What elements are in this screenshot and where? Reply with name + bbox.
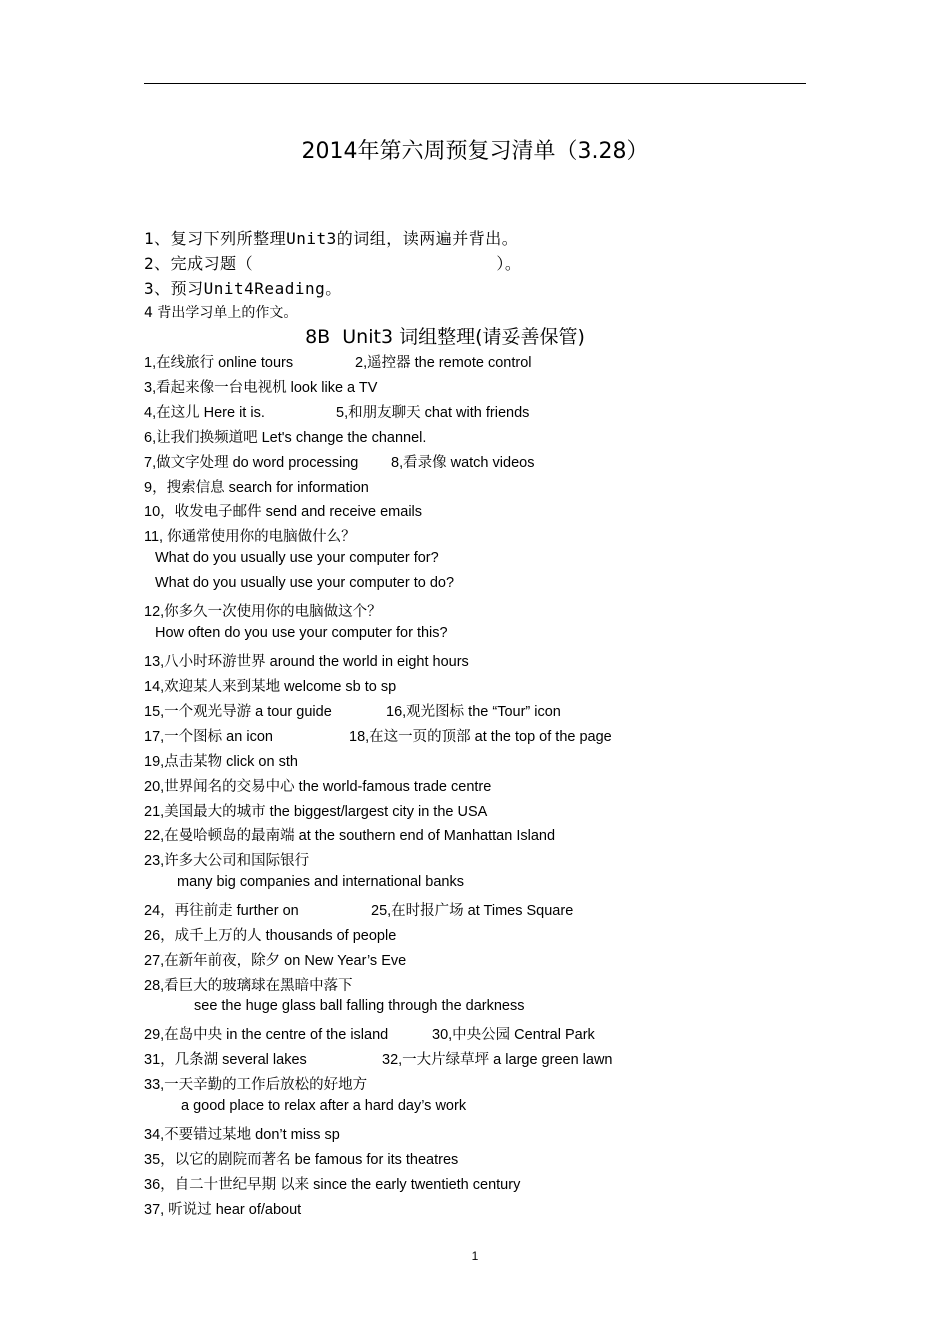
phrase-item: 29,在岛中央 in the centre of the island (144, 1027, 389, 1043)
phrase-item: 19,点击某物 click on sth (144, 754, 298, 770)
phrase-item: 35，以它的剧院而著名 be famous for its theatres (144, 1152, 459, 1168)
phrase-item: 9，搜索信息 search for information (144, 480, 369, 496)
task-4: 4 背出学习单上的作文。 (144, 305, 298, 321)
phrase-item: 11, 你通常使用你的电脑做什么？ (144, 529, 356, 545)
phrase-item: 20,世界闻名的交易中心 the world-famous trade centre (144, 779, 492, 795)
phrase-item: 22,在曼哈顿岛的最南端 at the southern end of Manhattan Island (144, 828, 556, 844)
section-subtitle: 8B Unit3 词组整理(请妥善保管) (305, 326, 585, 348)
header-rule (144, 83, 806, 84)
task-1: 1、复习下列所整理Unit3的词组，读两遍并背出。 (144, 229, 519, 248)
phrase-item: 4,在这儿 Here it is. (144, 405, 265, 421)
phrase-item: 21,美国最大的城市 the biggest/largest city in the USA (144, 804, 488, 820)
phrase-item: 32,一大片绿草坪 a large green lawn (382, 1052, 613, 1068)
task-2: 2、完成习题（ ）。 (144, 254, 522, 273)
phrase-item: How often do you use your computer for this? (155, 625, 448, 641)
phrase-item: 8,看录像 watch videos (391, 455, 535, 471)
phrase-item: 33,一天辛勤的工作后放松的好地方 (144, 1077, 368, 1093)
phrase-item: 31，几条湖 several lakes (144, 1052, 307, 1068)
phrase-item: 24，再往前走 further on (144, 903, 299, 919)
phrase-item: 14,欢迎某人来到某地 welcome sb to sp (144, 679, 397, 695)
task-3: 3、预习Unit4Reading。 (144, 279, 342, 298)
phrase-item: 37, 听说过 hear of/about (144, 1202, 302, 1218)
phrase-item: 12,你多久一次使用你的电脑做这个？ (144, 604, 382, 620)
page-number: 1 (471, 1249, 479, 1263)
phrase-item: What do you usually use your computer to do? (155, 575, 455, 591)
phrase-item: 2,遥控器 the remote control (355, 355, 532, 371)
phrase-item: 36，自二十世纪早期 以来 since the early twentieth century (144, 1177, 521, 1193)
phrase-item: 30,中央公园 Central Park (432, 1027, 595, 1043)
phrase-item: 17,一个图标 an icon (144, 729, 273, 745)
phrase-item: 25,在时报广场 at Times Square (371, 903, 574, 919)
phrase-item: 7,做文字处理 do word processing (144, 455, 359, 471)
phrase-item: 15,一个观光导游 a tour guide (144, 704, 332, 720)
phrase-item: 18,在这一页的顶部 at the top of the page (349, 729, 612, 745)
phrase-item: What do you usually use your computer for? (155, 550, 439, 566)
page-title: 2014年第六周预复习清单（3.28） (301, 139, 649, 164)
phrase-item: 10，收发电子邮件 send and receive emails (144, 504, 423, 520)
phrase-item: 16,观光图标 the “Tour” icon (386, 704, 561, 720)
phrase-item: 34,不要错过某地 don’t miss sp (144, 1127, 340, 1143)
phrase-item: 27,在新年前夜，除夕 on New Year’s Eve (144, 953, 407, 969)
phrase-item: 1,在线旅行 online tours (144, 355, 294, 371)
phrase-item: 6,让我们换频道吧 Let's change the channel. (144, 430, 427, 446)
phrase-item: 28,看巨大的玻璃球在黑暗中落下 (144, 978, 353, 994)
phrase-item: see the huge glass ball falling through the darkness (194, 998, 525, 1014)
phrase-item: 23,许多大公司和国际银行 (144, 853, 310, 869)
phrase-item: 5,和朋友聊天 chat with friends (336, 405, 530, 421)
phrase-item: 26，成千上万的人 thousands of people (144, 928, 397, 944)
phrase-item: 3,看起来像一台电视机 look like a TV (144, 380, 378, 396)
phrase-item: many big companies and international banks (177, 874, 464, 890)
phrase-item: 13,八小时环游世界 around the world in eight hours (144, 654, 469, 670)
phrase-item: a good place to relax after a hard day’s work (181, 1098, 467, 1114)
